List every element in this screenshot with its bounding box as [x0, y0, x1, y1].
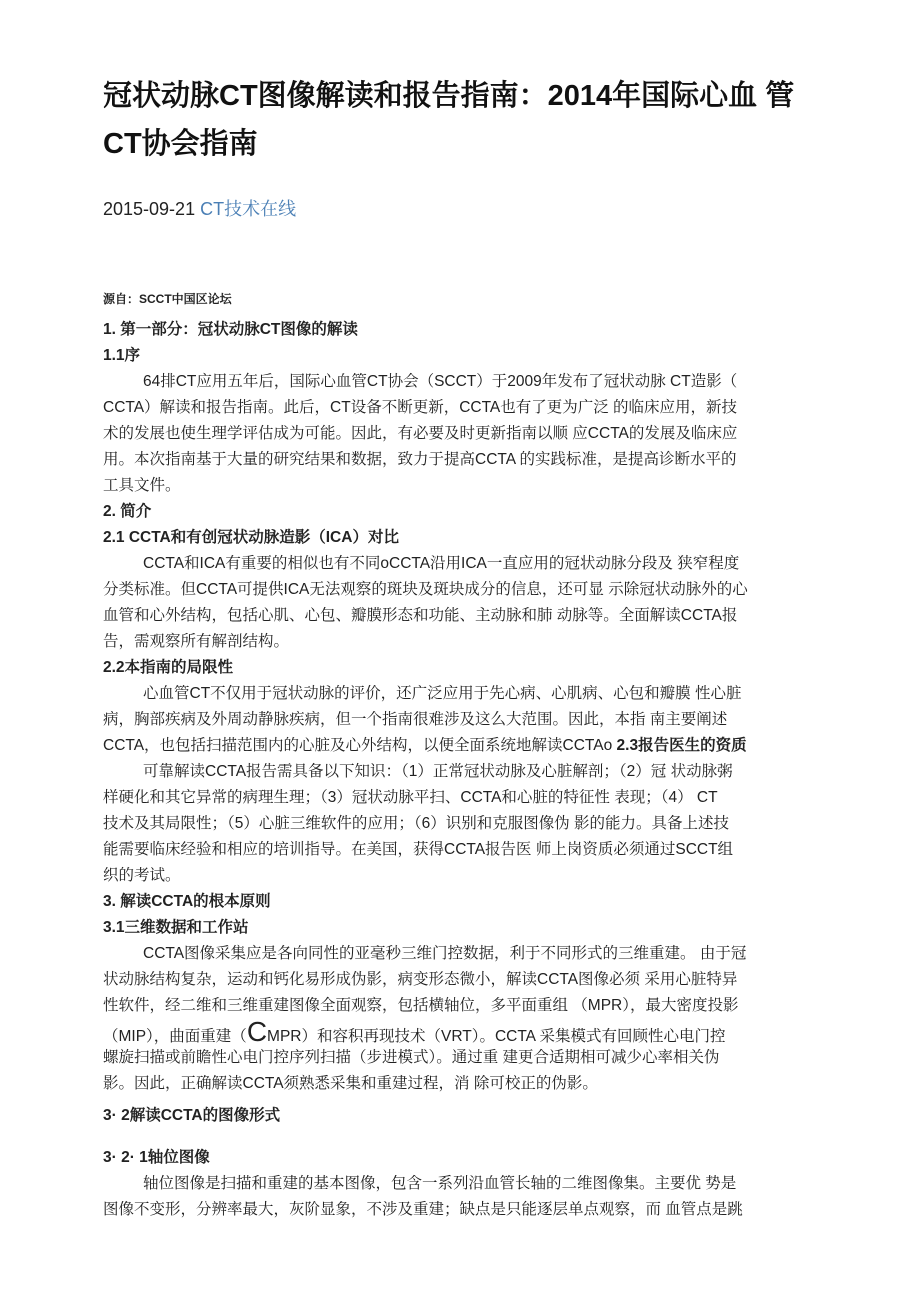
paragraph-line: [103, 603, 843, 629]
line-text: 分类标准。但CCTA可提供ICA无法观察的斑块及斑块成分的信息，还可显 示除冠状动脉外的心: [103, 581, 748, 598]
line-text: 血管和心外结构，包括心肌、心包、瓣膜形态和功能、主动脉和肺 动脉等。全面解读CCTA报: [103, 607, 738, 624]
paragraph-line: [103, 1171, 843, 1197]
publish-date: 2015-09-21: [103, 199, 196, 219]
line-text: 可靠解读CCTA报告需具备以下知识：（1）正常冠状动脉及心脏解剖；（2）冠 状动脉粥: [143, 763, 733, 780]
paragraph-line: [103, 759, 843, 785]
paragraph-line: [103, 577, 843, 603]
section-heading: 2.2本指南的局限性: [103, 659, 234, 676]
line-text: 工具文件。: [103, 477, 181, 494]
line-text: 心血管CT不仅用于冠状动脉的评价，还广泛应用于先心病、心肌病、心包和瓣膜 性心脏: [143, 685, 742, 702]
paragraph-line: [103, 551, 843, 577]
paragraph-line: [103, 447, 843, 473]
title-line: 冠状动脉CT图像解读和报告指南：2014年国际心血 管: [103, 80, 795, 112]
line-text: 病，胸部疾病及外周动静脉疾病，但一个指南很难涉及这么大范围。因此，本指 南主要阐述: [103, 711, 728, 728]
line-text: 技术及其局限性；（5）心脏三维软件的应用；（6）识别和克服图像伪 影的能力。具备上述技: [103, 815, 730, 832]
line-text: 告，需观察所有解剖结构。: [103, 633, 290, 650]
paragraph-line: [103, 733, 843, 759]
section-heading: 2.3报告医生的资质: [616, 737, 747, 754]
line-text: CCTA）解读和报告指南。此后，CT设备不断更新，CCTA也有了更为广泛 的临床应用，新技: [103, 399, 738, 416]
paragraph-line: [103, 473, 843, 499]
paragraph: [103, 1171, 843, 1223]
paragraph-line: [103, 421, 843, 447]
source-link[interactable]: CT技术在线: [200, 199, 297, 219]
paragraph-line: [103, 993, 843, 1019]
section-heading: 1. 第一部分：冠状动脉CT图像的解读: [103, 321, 358, 338]
paragraph-line: [103, 811, 843, 837]
line-text: MPR）和容积再现技术（VRT）。CCTA 采集模式有回顾性心电门控: [267, 1028, 726, 1045]
paragraph-line: [103, 967, 843, 993]
paragraph-line: [103, 785, 843, 811]
line-text: CCTA和ICA有重要的相似也有不同oCCTA沿用ICA一直应用的冠状动脉分段及 狭窄程度: [143, 555, 740, 572]
line-text: 织的考试。: [103, 867, 181, 884]
big-letter: C: [246, 1016, 268, 1047]
title-line: CT协会指南: [103, 128, 258, 160]
paragraph-line: [103, 395, 843, 421]
line-text: 术的发展也使生理学评估成为可能。因此，有必要及时更新指南以顺 应CCTA的发展及临床应: [103, 425, 738, 442]
line-text: 样硬化和其它异常的病理生理；（3）冠状动脉平扫、CCTA和心脏的特征性 表现；（4） CT: [103, 789, 718, 806]
article-body: [103, 290, 843, 1223]
line-text: 能需要临床经验和相应的培训指导。在美国，获得CCTA报告医 师上岗资质必须通过SCCT组: [103, 841, 734, 858]
line-text: 图像不变形，分辨率最大，灰阶显象，不涉及重建；缺点是只能逐层单点观察，而 血管点是跳: [103, 1201, 743, 1218]
paragraph-line: [103, 707, 843, 733]
paragraph-line: [103, 837, 843, 863]
section-heading: 1.1序: [103, 347, 141, 364]
line-text: 状动脉结构复杂，运动和钙化易形成伪影，病变形态微小，解读CCTA图像必须 采用心脏特异: [103, 971, 738, 988]
line-text: 用。本次指南基于大量的研究结果和数据，致力于提高CCTA 的实践标准，是提高诊断水平的: [103, 451, 737, 468]
line-text: 螺旋扫描或前瞻性心电门控序列扫描（步进模式）。通过重 建更合适期相可减少心率相关伪: [103, 1049, 720, 1066]
section-heading: 2.1 CCTA和有创冠状动脉造影（ICA）对比: [103, 529, 399, 546]
paragraph: [103, 369, 843, 499]
section-heading: 3· 2· 1轴位图像: [103, 1149, 210, 1166]
paragraph: [103, 941, 843, 1097]
paragraph-line: [103, 681, 843, 707]
paragraph: [103, 681, 843, 759]
paragraph: [103, 759, 843, 889]
paragraph-line: [103, 1045, 843, 1071]
paragraph-line: [103, 629, 843, 655]
article-meta: [103, 195, 296, 221]
section-heading: 3. 解读CCTA的根本原则: [103, 893, 271, 910]
line-text: CCTA，也包括扫描范围内的心脏及心外结构，以便全面系统地解读CCTAo: [103, 737, 617, 754]
section-heading: 3.1三维数据和工作站: [103, 919, 249, 936]
paragraph-line: [103, 863, 843, 889]
article-title: [103, 72, 843, 168]
line-text: （MIP），曲面重建（: [103, 1028, 247, 1045]
spacer: [103, 1135, 843, 1145]
section-heading: 3· 2解读CCTA的图像形式: [103, 1107, 281, 1124]
paragraph-line: [103, 1071, 843, 1097]
line-text: 64排CT应用五年后，国际心血管CT协会（SCCT）于2009年发布了冠状动脉 CT造影（: [143, 373, 738, 390]
line-text: 影。因此，正确解读CCTA须熟悉采集和重建过程，消 除可校正的伪影。: [103, 1075, 598, 1092]
source-note: 源自：SCCT中国区论坛: [103, 292, 232, 306]
paragraph-line: [103, 369, 843, 395]
paragraph: [103, 551, 843, 655]
line-text: 性软件，经二维和三维重建图像全面观察，包括横轴位，多平面重组 （MPR），最大密度投影: [103, 997, 739, 1014]
line-text: CCTA图像采集应是各向同性的亚毫秒三维门控数据，利于不同形式的三维重建。 由于冠: [143, 945, 747, 962]
line-text: 轴位图像是扫描和重建的基本图像，包含一系列沿血管长轴的二维图像集。主要优 势是: [143, 1175, 737, 1192]
paragraph-line: [103, 1197, 843, 1223]
paragraph-line: [103, 941, 843, 967]
section-heading: 2. 简介: [103, 503, 152, 520]
paragraph-line: [103, 1016, 843, 1047]
